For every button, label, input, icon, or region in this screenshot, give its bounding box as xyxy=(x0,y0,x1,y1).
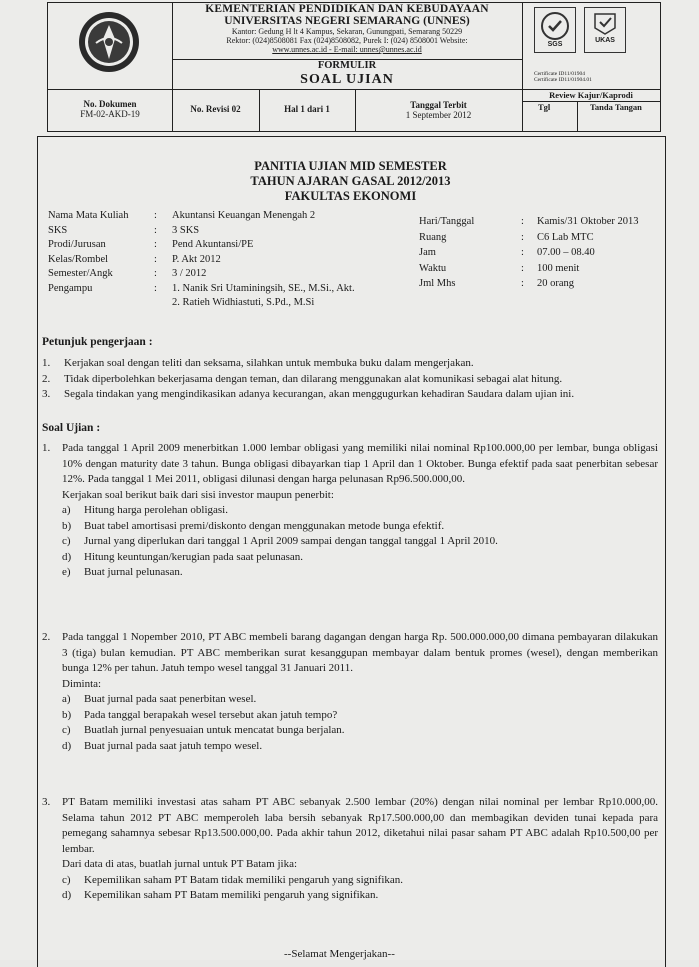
review-label: Review Kajur/Kaprodi xyxy=(522,90,660,102)
info-row: Kelas/Rombel : P. Akt 2012 xyxy=(48,253,221,265)
course-info xyxy=(48,209,378,311)
question-text: PT Batam memiliki investasi atas saham PT ABC sebanyak 2.500 lembar (20%) dengan nilai nominal per lembar Rp10.000,00. Selama tahun 2012 PT ABC memperoleh laba bersih sebanyak Rp17.500.000,00 dan membagikan deviden tunai kepada para pemegang sahamnya sebesar Rp13.500.000,00. Pada akhir tahun 2012, diketahui nilai pasar saham PT ABC adalah Rp10.500,00 per lembar. xyxy=(62,796,658,855)
question-2: 2. Pada tanggal 1 Nopember 2010, PT ABC membeli barang dagangan dengan harga Rp. 500.000.000,00 dimana pembayaran dilakukan 3 (tiga) bulan kemudian. PT ABC memberikan surat kesanggupan membayar dalam bentuk promes (wesel), dengan memberikan bunga 12% per tahun. Jatuh tempo wesel tanggal 31 Januari 2011. Diminta: a) Buat jurnal pada saat penerbitan wesel. b) Pada tanggal berapakah wesel tersebut akan jatuh tempo? c) Buatlah jurnal penyesuaian untuk mencatat bunga berjalan. d) Buat jurnal pada saat jatuh tempo wesel. xyxy=(42,630,658,754)
question-1: 1. Pada tanggal 1 April 2009 menerbitkan 1.000 lembar obligasi yang memiliki nilai nominal Rp100.000,00 per lembar, bunga obligasi 10% dengan maturity date 3 tahun. Bunga obligasi dibayarkan tiap 1 April dan 1 Oktober. Bunga efektif pada saat penerbitan sebesar 12%. Pada tanggal 1 Mei 2011, obligasi dilunasi dengan harga pelunasan Rp96.500.000,00. Kerjakan soal berikut baik dari sisi investor maupun penerbit: a) Hitung harga perolehan obligasi. b) Buat tabel amortisasi premi/diskonto dengan menggunakan metode bunga efektif. c) Jurnal yang diperlukan dari tanggal 1 April 2009 sampai dengan tanggal tanggal 1 April 2010. d) Hitung keuntungan/kerugian pada saat pelunasan. e) Buat jurnal pelunasan. xyxy=(42,441,658,581)
info-row: Hari/Tanggal : Kamis/31 Oktober 2013 xyxy=(419,216,639,227)
question-text: Pada tanggal 1 April 2009 menerbitkan 1.000 lembar obligasi yang memiliki nilai nominal Rp100.000,00 per lembar, bunga obligasi 10% dengan maturity date 3 tahun. Bunga obligasi dibayarkan tiap 1 April dan 1 Oktober. Bunga efektif pada saat penerbitan sebesar 12%. Pada tanggal 1 Mei 2011, obligasi dilunasi dengan harga pelunasan Rp96.500.000,00. xyxy=(62,442,658,485)
question-lead: Dari data di atas, buatlah jurnal untuk PT Batam jika: xyxy=(62,858,298,870)
certificate-numbers: Certificate ID11/01904 Certificate ID11/01904.01 xyxy=(534,71,592,83)
university-name: UNIVERSITAS NEGERI SEMARANG (UNNES) xyxy=(224,15,470,27)
instructions-list xyxy=(42,356,662,403)
closing-note: --Selamat Mengerjakan-- xyxy=(284,948,395,960)
logo-cell xyxy=(48,3,173,89)
sub-item: d) Buat jurnal pada saat jatuh tempo wesel. xyxy=(62,739,263,752)
sub-item: b) Pada tanggal berapakah wesel tersebut akan jatuh tempo? xyxy=(62,708,338,721)
form-label: FORMULIR xyxy=(317,60,377,71)
issued-cell: Tanggal Terbit 1 September 2012 xyxy=(355,90,523,132)
ministry-name: KEMENTERIAN PENDIDIKAN DAN KEBUDAYAAN xyxy=(205,3,489,15)
sub-item: b) Buat tabel amortisasi premi/diskonto dengan menggunakan metode bunga efektif. xyxy=(62,519,445,532)
web-line: www.unnes.ac.id - E-mail: unnes@unnes.ac.id xyxy=(272,45,422,54)
info-row: Prodi/Jurusan : Pend Akuntansi/PE xyxy=(48,239,254,250)
questions-title: Soal Ujian : xyxy=(42,422,101,434)
revision-cell: No. Revisi 02 xyxy=(172,90,260,132)
sub-item: c) Kepemilikan saham PT Batam tidak memiliki pengaruh yang signifikan. xyxy=(62,873,404,886)
review-date: Tgl xyxy=(538,102,551,112)
question-lead: Kerjakan soal berikut baik dari sisi investor maupun penerbit: xyxy=(62,488,334,501)
committee-title: PANITIA UJIAN MID SEMESTER xyxy=(254,159,447,173)
doc-number-cell: No. Dokumen FM-02-AKD-19 xyxy=(48,90,173,132)
instruction-item: 2. Tidak diperbolehkan bekerjasama dengan teman, dan dilarang menggunakan alat komunikasi sebagai alat hitung. xyxy=(42,372,563,385)
form-title: SOAL UJIAN xyxy=(300,72,394,87)
document-meta-row xyxy=(48,89,660,132)
instruction-item: 3. Segala tindakan yang mengindikasikan adanya kecurangan, akan menggugurkan kehadiran Saudara dalam ujian ini. xyxy=(42,388,575,400)
sub-item: c) Buatlah jurnal penyesuaian untuk mencatat bunga berjalan. xyxy=(62,724,345,736)
question-3: 3. PT Batam memiliki investasi atas saham PT ABC sebanyak 2.500 lembar (20%) dengan nilai nominal per lembar Rp10.000,00. Selama tahun 2012 PT ABC memperoleh laba bersih sebanyak Rp17.500.000,00 dan membagikan deviden tunai kepada para pemegang sahamnya sebesar Rp13.500.000,00. Pada akhir tahun 2012, diketahui nilai pasar saham PT ABC adalah Rp10.500,00 per lembar. Dari data di atas, buatlah jurnal untuk PT Batam jika: c) Kepemilikan saham PT Batam tidak memiliki pengaruh yang signifikan. d) Kepemilikan saham PT Batam memiliki pengaruh yang signifikan. xyxy=(42,795,658,904)
instruction-item: 1. Kerjakan soal dengan teliti dan seksama, silahkan untuk membuka buku dalam mengerjakan. xyxy=(42,357,474,369)
info-row: Nama Mata Kuliah : Akuntansi Keuangan Menengah 2 xyxy=(48,210,316,221)
info-row: Semester/Angk : 3 / 2012 xyxy=(48,268,207,279)
sub-item: d) Kepemilikan saham PT Batam memiliki pengaruh yang signifikan. xyxy=(62,889,379,901)
certification-cell xyxy=(522,3,660,89)
address-line: Kantor: Gedung H lt 4 Kampus, Sekaran, Gunungpati, Semarang 50229 xyxy=(231,27,463,36)
info-row: Jam : 07.00 – 08.40 xyxy=(419,247,595,258)
instructions-title: Petunjuk pengerjaan : xyxy=(42,336,153,348)
info-row: Ruang : C6 Lab MTC xyxy=(419,231,594,243)
question-lead: Diminta: xyxy=(62,677,102,690)
review-sign: Tanda Tangan xyxy=(590,102,642,112)
faculty-name: FAKULTAS EKONOMI xyxy=(284,189,417,203)
academic-year: TAHUN AJARAN GASAL 2012/2013 xyxy=(250,174,451,188)
exam-heading xyxy=(37,159,664,204)
ukas-badge-icon: UKAS xyxy=(584,7,626,53)
info-row: SKS : 3 SKS xyxy=(48,224,200,236)
university-logo-icon xyxy=(78,11,140,73)
sub-item: a) Hitung harga perolehan obligasi. xyxy=(62,504,228,516)
sub-item: c) Jurnal yang diperlukan dari tanggal 1 April 2009 sampai dengan tanggal tanggal 1 April 2010. xyxy=(62,535,498,547)
sgs-badge-icon: SGS xyxy=(534,7,576,53)
info-row: Jml Mhs : 20 orang xyxy=(419,278,575,289)
document-header xyxy=(47,2,661,132)
phone-line: Rektor: (024)8508081 Fax (024)8508082, Purek I: (024) 8508001 Website: xyxy=(226,36,468,45)
page-cell: Hal 1 dari 1 xyxy=(259,90,356,132)
sub-item: e) Buat jurnal pelunasan. xyxy=(62,566,183,578)
schedule-info xyxy=(419,214,659,292)
info-row: Waktu : 100 menit xyxy=(419,262,580,274)
sub-item: d) Hitung keuntungan/kerugian pada saat pelunasan. xyxy=(62,550,304,563)
institution-title xyxy=(172,3,523,89)
sub-item: a) Buat jurnal pada saat penerbitan wesel. xyxy=(62,693,257,705)
question-text: Pada tanggal 1 Nopember 2010, PT ABC membeli barang dagangan dengan harga Rp. 500.000.000,00 dimana pembayaran dilakukan 3 (tiga) bulan kemudian. PT ABC memberikan surat kesanggupan membayar dalam bentuk promes (wesel), dengan memberikan bunga 12% per tahun. Jatuh tempo wesel tanggal 31 Januari 2011. xyxy=(62,631,658,674)
info-row: 2. Ratieh Widhiastuti, S.Pd., M.Si xyxy=(172,297,315,308)
info-row: Pengampu : 1. Nanik Sri Utaminingsih, SE., M.Si., Akt. xyxy=(48,282,355,294)
